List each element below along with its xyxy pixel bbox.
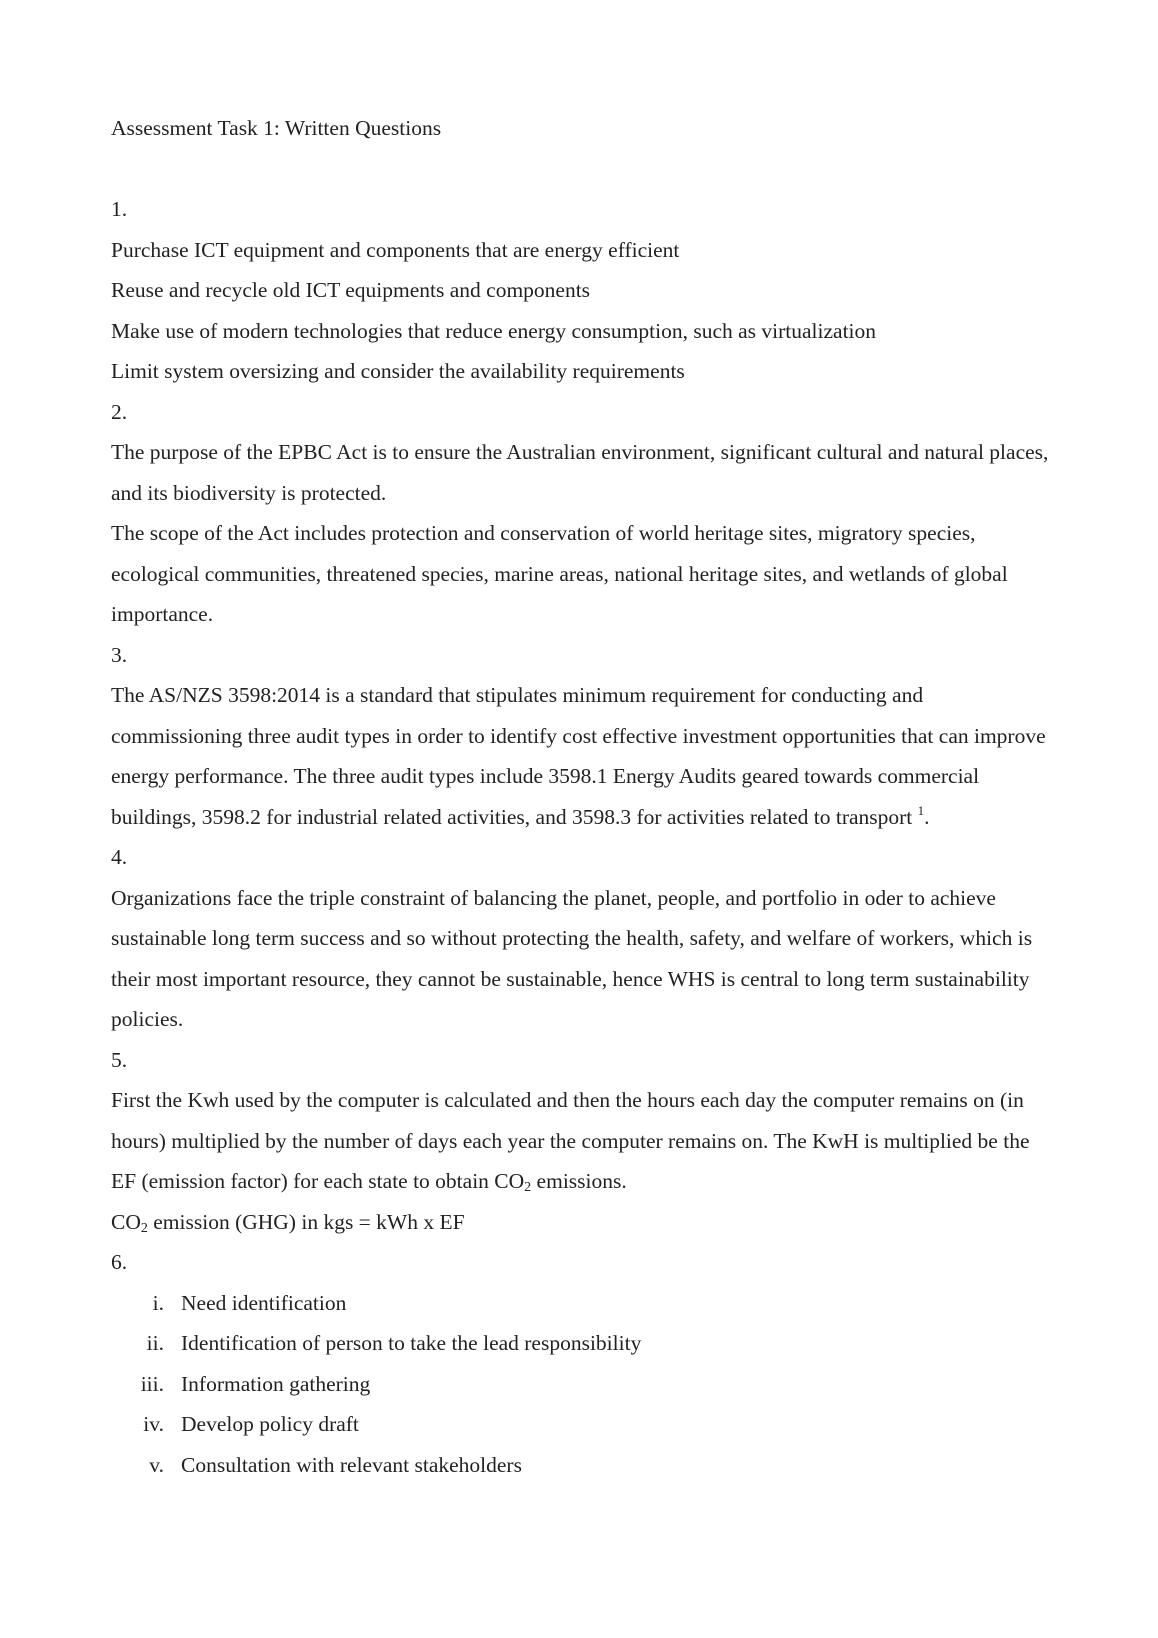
answer-5-text — [111, 1080, 1051, 1202]
answer-number: 5. — [111, 1047, 128, 1072]
answer-3-body: The AS/NZS 3598:2014 is a standard that stipulates minimum requirement for conducting and commissioning three audit types in order to identify cost effective investment opportunities that can improve energy performance. The three audit types include 3598.1 Energy Audits geared towards commercial buildings, 3598.2 for industrial related activities, and 3598.3 for activities related to transport — [111, 683, 1046, 829]
answer-number: 1. — [111, 197, 128, 221]
list-item-text: Need identification — [181, 1290, 347, 1315]
answer-3 — [111, 635, 1051, 838]
answer-number: 2. — [111, 399, 128, 424]
list-item-text: Consultation with relevant stakeholders — [181, 1452, 522, 1477]
answer-1-line: Reuse and recycle old ICT equipments and components — [111, 278, 591, 302]
answer-2-scope: The scope of the Act includes protection and conservation of world heritage sites, migratory species, ecological communities, threatened species, marine areas, national heritage sites, and wetlands of global importance. — [111, 521, 1008, 626]
formula-rest: emission (GHG) in kgs = kWh x EF — [147, 1209, 465, 1234]
list-item — [111, 1323, 1051, 1364]
co2-subscript: 2 — [524, 1180, 532, 1195]
answer-1-line: Limit system oversizing and consider the availability requirements — [111, 359, 685, 383]
policy-steps-list — [111, 1283, 1051, 1486]
answer-5 — [111, 1040, 1051, 1243]
list-item-text: Develop policy draft — [181, 1412, 359, 1436]
answer-4-text: Organizations face the triple constraint of balancing the planet, people, and portfolio in oder to achieve sustainable long term success and so without protecting the health, safety, and welfare of workers, which is their most important resource, they cannot be sustainable, hence WHS is central to long term sustainability policies. — [111, 885, 1033, 1031]
list-item — [111, 1445, 1051, 1486]
answer-1-line: Purchase ICT equipment and components that are energy efficient — [111, 237, 680, 262]
answer-4 — [111, 837, 1051, 1040]
answer-2-purpose: The purpose of the EPBC Act is to ensure the Australian environment, significant cultural and natural places, and its biodiversity is protected. — [111, 440, 1049, 505]
answer-number: 3. — [111, 642, 128, 667]
answer-1 — [111, 189, 1051, 392]
list-item-text: Information gathering — [181, 1371, 371, 1396]
list-item-number: iii. — [140, 1371, 164, 1396]
answer-3-end: . — [924, 804, 930, 829]
footnote-reference[interactable]: 1 — [917, 802, 925, 818]
list-item-text: Identification of person to take the lead responsibility — [181, 1331, 642, 1355]
answer-number: 4. — [111, 845, 128, 869]
list-item-number: v. — [149, 1452, 164, 1477]
list-item-number: i. — [152, 1290, 164, 1315]
answer-5-end: emissions. — [531, 1169, 627, 1193]
document-title: Assessment Task 1: Written Questions — [111, 116, 442, 140]
answer-2 — [111, 392, 1051, 635]
answer-3-text — [111, 675, 1051, 837]
blank-line — [111, 149, 1051, 190]
list-item — [111, 1364, 1051, 1405]
list-item-number: iv. — [143, 1412, 164, 1436]
answer-number: 6. — [111, 1250, 128, 1274]
formula-co: CO — [111, 1209, 141, 1234]
answer-1-line: Make use of modern technologies that reduce energy consumption, such as virtualization — [111, 318, 877, 343]
list-item — [111, 1283, 1051, 1324]
emission-formula — [111, 1202, 1051, 1243]
formula-subscript: 2 — [140, 1220, 148, 1236]
list-item-number: ii. — [146, 1331, 164, 1355]
answer-5-body: First the Kwh used by the computer is calculated and then the hours each day the computer remains on (in hours) multiplied by the number of days each year the computer remains on. The KwH is multiplied be the EF (emission factor) for each state to obtain CO — [111, 1088, 1030, 1193]
document-page — [111, 108, 1051, 1485]
list-item — [111, 1404, 1051, 1445]
answer-6 — [111, 1242, 1051, 1485]
